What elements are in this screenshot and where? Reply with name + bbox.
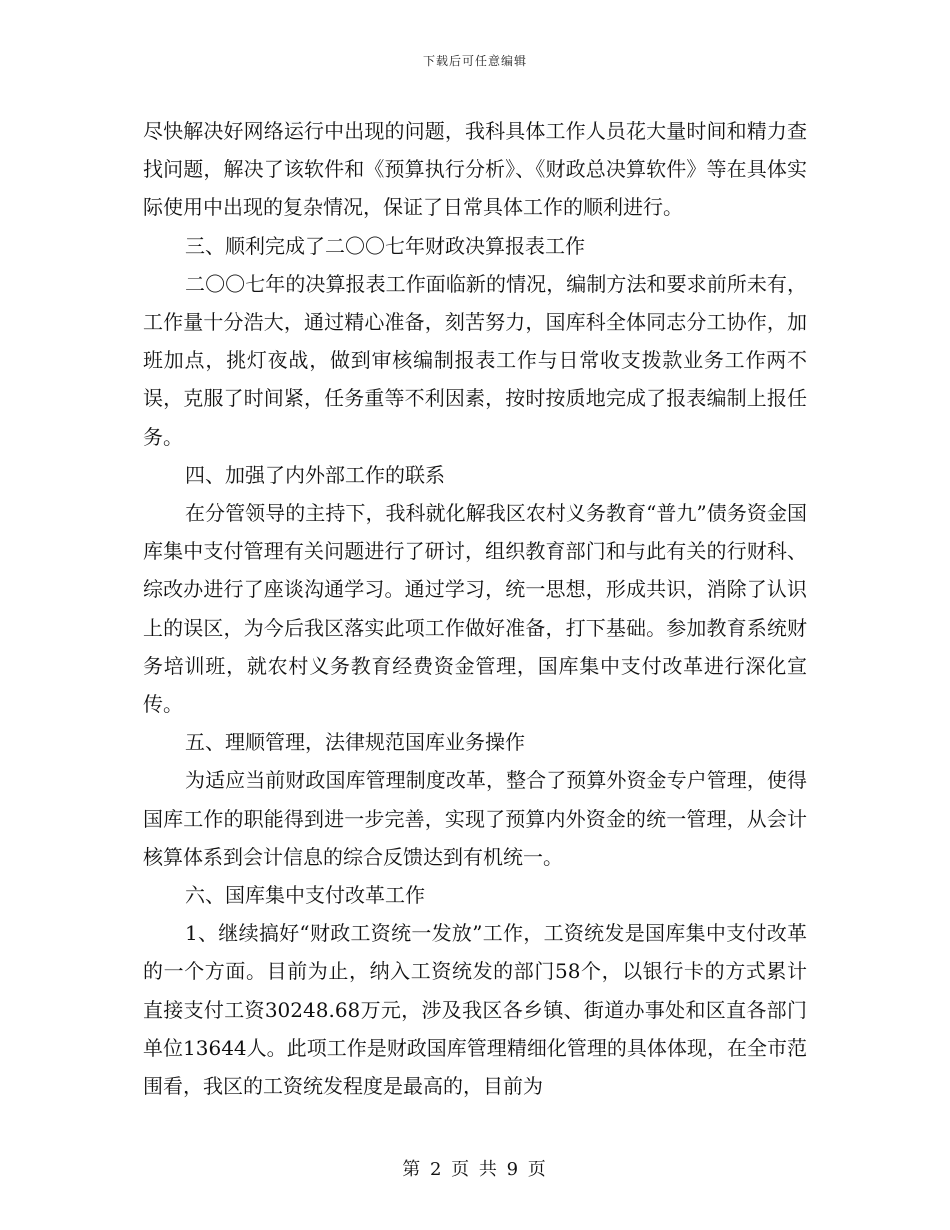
paragraph-management: 为适应当前财政国库管理制度改革，整合了预算外资金专户管理，使得国库工作的职能得到进一步完善，实现了预算内外资金的统一管理，从会计核算体系到会计信息的综合反馈达到有机统一。 <box>143 768 807 869</box>
paragraph-liaison: 在分管领导的主持下，我科就化解我区农村义务教育“普九”债务资金国库集中支付管理有关问题进行了研讨，组织教育部门和与此有关的行财科、综改办进行了座谈沟通学习。通过学习，统一思想，形成共识，消除了认识上的误区，为今后我区落实此项工作做好准备，打下基础。参加教育系统财务培训班，就农村义务教育经费资金管理，国库集中支付改革进行深化宣传。 <box>143 501 807 717</box>
page-header: 下载后可任意编辑 <box>422 54 527 68</box>
section-heading-5: 五、理顺管理，法律规范国库业务操作 <box>185 730 525 755</box>
page-footer: 第 2 页 共 9 页 <box>402 1159 548 1180</box>
paragraph-continuation: 尽快解决好网络运行中出现的问题，我科具体工作人员花大量时间和精力查找问题，解决了该软件和《预算执行分析》、《财政总决算软件》等在具体实际使用中出现的复杂情况，保证了日常具体工作的顺利进行。 <box>143 119 807 220</box>
paragraph-final-accounts: 二〇〇七年的决算报表工作面临新的情况，编制方法和要求前所未有，工作量十分浩大，通过精心准备，刻苦努力，国库科全体同志分工协作，加班加点，挑灯夜战，做到审核编制报表工作与日常收支拨款业务工作两不误，克服了时间紧，任务重等不利因素，按时按质地完成了报表编制上报任务。 <box>143 271 807 449</box>
section-heading-3: 三、顺利完成了二〇〇七年财政决算报表工作 <box>185 233 585 258</box>
paragraph-payroll: 1、继续搞好“财政工资统一发放”工作，工资统发是国库集中支付改革的一个方面。目前为止，纳入工资统发的部门58个，以银行卡的方式累计直接支付工资30248.68万元，涉及我区各乡镇、街道办事处和区直各部门单位13644人。此项工作是财政国库管理精细化管理的具体体现，在全市范围看，我区的工资统发程度是最高的，目前为 <box>143 921 807 1099</box>
section-heading-6: 六、国库集中支付改革工作 <box>185 883 425 908</box>
section-heading-4: 四、加强了内外部工作的联系 <box>185 462 445 487</box>
document-body <box>143 112 807 1105</box>
